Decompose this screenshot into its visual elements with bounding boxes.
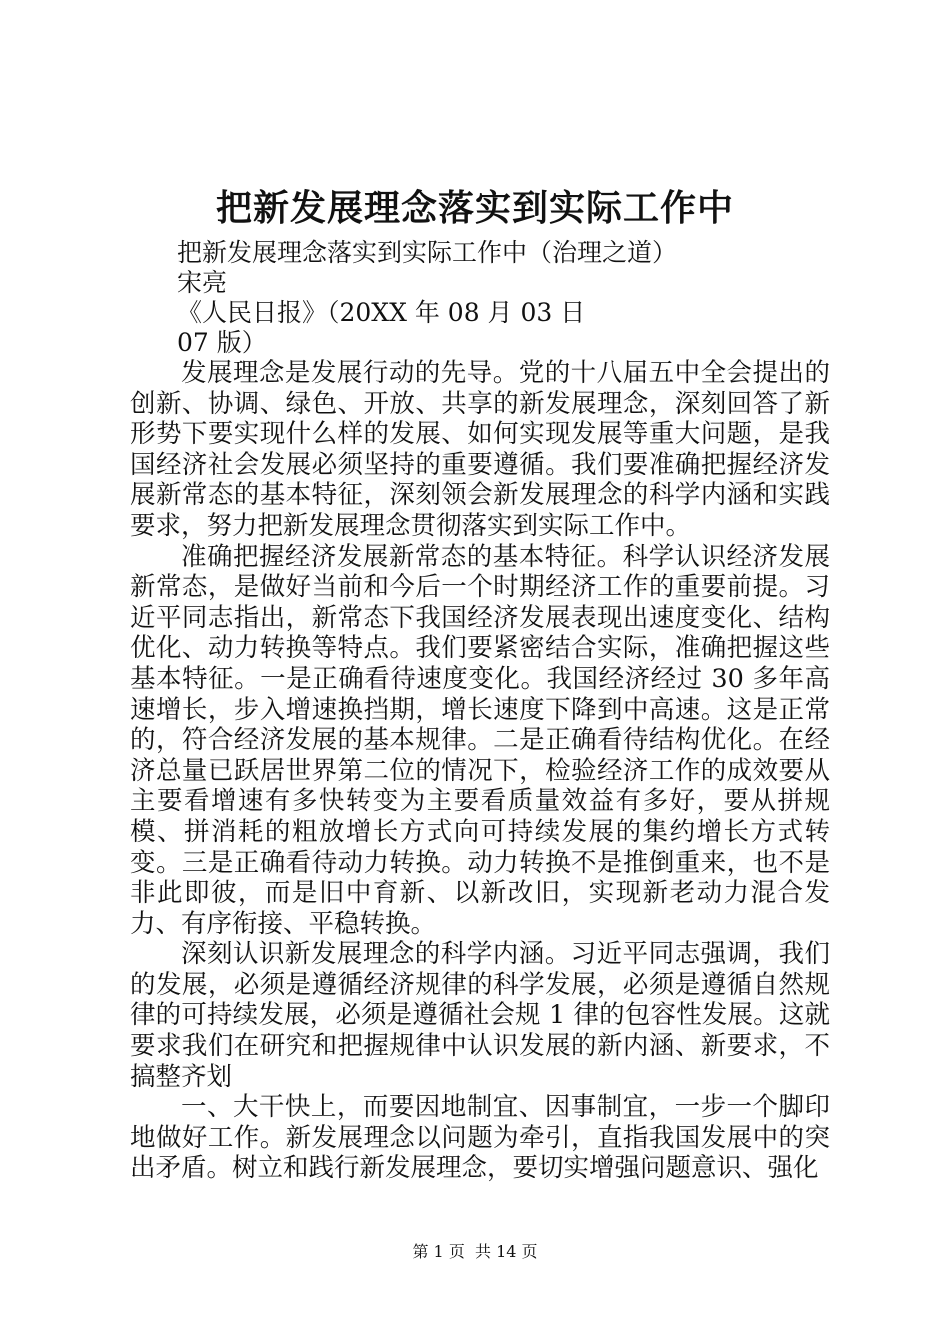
body-paragraph: 深刻认识新发展理念的科学内涵。习近平同志强调，我们的发展，必须是遵循经济规律的科学发展，必须是遵循自然规律的可持续发展，必须是遵循社会规 1 律的包容性发展。这就要求我们在研究和把握规律中认识发展的新内涵、新要求，不搞整齐划 xyxy=(130,939,830,1092)
document-source-line-2: 07 版） xyxy=(177,328,267,357)
body-paragraph: 一、大干快上，而要因地制宜、因事制宜，一步一个脚印地做好工作。新发展理念以问题为牵引，直指我国发展中的突出矛盾。树立和践行新发展理念，要切实增强问题意识、强化 xyxy=(130,1092,830,1184)
body-paragraph: 准确把握经济发展新常态的基本特征。科学认识经济发展新常态，是做好当前和今后一个时期经济工作的重要前提。习近平同志指出，新常态下我国经济发展表现出速度变化、结构优化、动力转换等特点。我们要紧密结合实际，准确把握这些基本特征。一是正确看待速度变化。我国经济经过 30 多年高速增长，步入增速换挡期，增长速度下降到中高速。这是正常的，符合经济发展的基本规律。二是正确看待结构优化。在经济总量已跃居世界第二位的情况下，检验经济工作的成效要从主要看增速有多快转变为主要看质量效益有多好，要从拼规模、拼消耗的粗放增长方式向可持续发展的集约增长方式转变。三是正确看待动力转换。动力转换不是推倒重来，也不是非此即彼，而是旧中育新、以新改旧，实现新老动力混合发力、有序衔接、平稳转换。 xyxy=(130,541,830,939)
document-body xyxy=(130,358,830,1184)
document-meta xyxy=(177,238,777,358)
page-footer xyxy=(0,1240,950,1264)
document-title: 把新发展理念落实到实际工作中 xyxy=(215,187,734,229)
document-subtitle: 把新发展理念落实到实际工作中（治理之道） xyxy=(177,238,678,267)
page-number-label: 第 1 页 共 14 页 xyxy=(412,1242,538,1261)
document-source-line-1: 《人民日报》（20XX 年 08 月 03 日 xyxy=(177,298,586,327)
document-author: 宋亮 xyxy=(177,268,228,297)
body-paragraph: 发展理念是发展行动的先导。党的十八届五中全会提出的创新、协调、绿色、开放、共享的新发展理念，深刻回答了新形势下要实现什么样的发展、如何实现发展等重大问题，是我国经济社会发展必须坚持的重要遵循。我们要准确把握经济发展新常态的基本特征，深刻领会新发展理念的科学内涵和实践要求，努力把新发展理念贯彻落实到实际工作中。 xyxy=(130,358,830,541)
